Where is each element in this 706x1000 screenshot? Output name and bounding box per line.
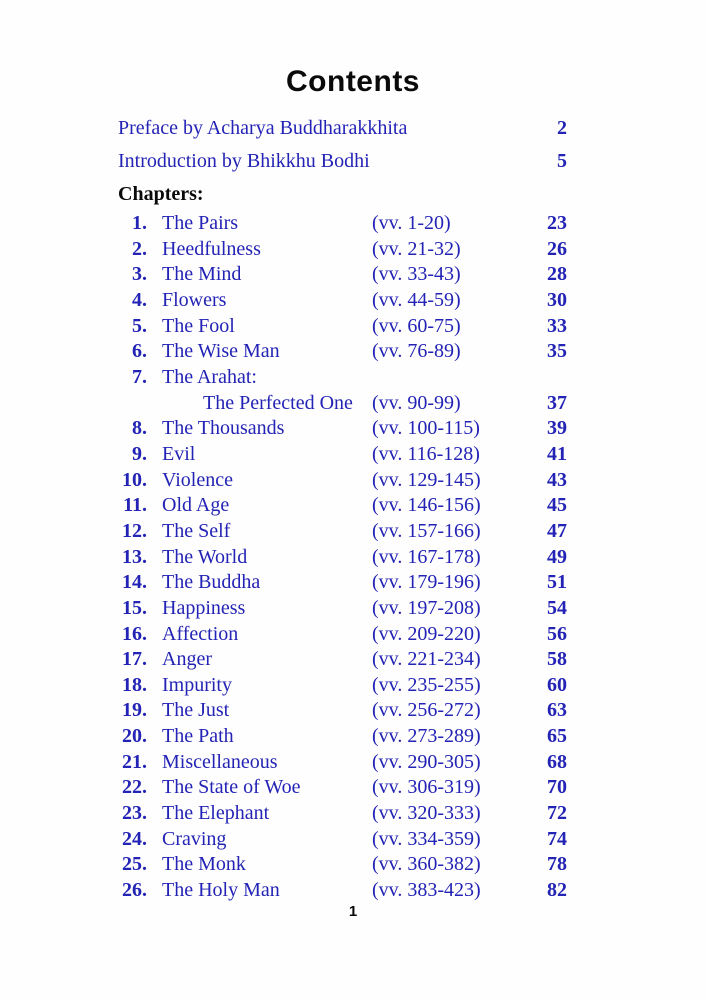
chapter-title: The Elephant (162, 802, 270, 825)
chapter-page-number: 82 (547, 879, 567, 902)
chapter-number: 13. (122, 545, 147, 568)
chapter-page-number: 47 (547, 519, 567, 542)
chapter-number: 16. (122, 622, 147, 645)
chapter-number: 6. (132, 340, 147, 363)
chapter-number: 5. (132, 314, 147, 337)
chapter-title: Evil (162, 442, 196, 465)
chapter-verses: (vv. 235-255) (372, 673, 481, 696)
chapter-verses: (vv. 60-75) (372, 314, 461, 337)
chapter-verses: (vv. 44-59) (372, 288, 461, 311)
chapter-number: 21. (122, 750, 147, 773)
chapter-verses: (vv. 256-272) (372, 699, 481, 722)
chapter-page-number: 54 (547, 596, 567, 619)
chapter-title: The Just (162, 699, 230, 722)
chapter-page-number: 74 (547, 827, 567, 850)
chapter-verses: (vv. 290-305) (372, 750, 481, 773)
chapter-row (109, 545, 567, 571)
chapter-row (109, 262, 567, 288)
chapter-verses: (vv. 116-128) (372, 442, 480, 465)
chapter-number: 24. (122, 827, 147, 850)
chapter-title: The Pairs (162, 212, 239, 234)
chapter-number: 23. (122, 802, 147, 825)
chapter-verses: (vv. 129-145) (372, 468, 481, 491)
chapter-number: 2. (132, 237, 147, 260)
chapter-row (109, 442, 567, 468)
front-matter-label: Introduction by Bhikkhu Bodhi (118, 150, 370, 172)
chapter-page-number: 68 (547, 750, 567, 773)
chapter-number: 12. (122, 519, 147, 542)
front-matter-row (118, 145, 567, 178)
chapter-title: Flowers (162, 288, 227, 311)
chapter-row (109, 878, 567, 904)
chapter-row (109, 698, 567, 724)
chapter-number: 18. (122, 673, 147, 696)
chapter-row (109, 519, 567, 545)
chapter-page-number: 23 (547, 212, 567, 234)
chapter-title: The Holy Man (162, 879, 280, 902)
chapter-row (109, 237, 567, 263)
chapter-number: 17. (122, 648, 147, 671)
chapter-page-number: 49 (547, 545, 567, 568)
chapter-page-number: 58 (547, 648, 567, 671)
subtitle-indent-spacer (109, 391, 203, 417)
chapter-number: 22. (122, 776, 147, 799)
front-matter-label: Preface by Acharya Buddharakkhita (118, 117, 408, 139)
chapter-page-number: 60 (547, 673, 567, 696)
chapter-verses: (vv. 90-99) (372, 391, 461, 414)
chapter-verses: (vv. 100-115) (372, 417, 480, 440)
chapter-page-number: 45 (547, 494, 567, 517)
chapter-number: 20. (122, 725, 147, 748)
chapter-row (109, 647, 567, 673)
chapter-verses (372, 365, 502, 391)
chapter-number: 25. (122, 853, 147, 876)
chapter-title: Old Age (162, 494, 230, 517)
chapter-title: Miscellaneous (162, 750, 278, 773)
chapter-page-number (502, 365, 567, 391)
chapter-title: The World (162, 545, 248, 568)
chapter-row (109, 622, 567, 648)
page-number-footer: 1 (348, 903, 358, 920)
chapter-number: 1. (132, 212, 147, 234)
chapter-page-number: 41 (547, 442, 567, 465)
chapter-page-number: 28 (547, 263, 567, 286)
chapter-page-number: 33 (547, 314, 567, 337)
chapter-title: The Path (162, 725, 234, 748)
chapter-number: 10. (122, 468, 147, 491)
chapter-verses: (vv. 209-220) (372, 622, 481, 645)
chapter-verses: (vv. 221-234) (372, 648, 481, 671)
front-matter (118, 112, 567, 178)
chapter-row (109, 416, 567, 442)
chapter-title: Anger (162, 648, 212, 671)
chapter-row (109, 596, 567, 622)
chapter-verses: (vv. 146-156) (372, 494, 481, 517)
chapter-verses: (vv. 334-359) (372, 827, 481, 850)
chapter-verses: (vv. 320-333) (372, 802, 481, 825)
chapter-verses: (vv. 1-20) (372, 212, 451, 234)
chapter-page-number: 56 (547, 622, 567, 645)
chapter-title: Violence (162, 468, 233, 491)
chapter-row (109, 339, 567, 365)
chapter-number: 19. (122, 699, 147, 722)
chapter-page-number: 37 (547, 391, 567, 414)
chapter-page-number: 26 (547, 237, 567, 260)
chapter-number: 11. (123, 494, 147, 517)
chapter-title: Happiness (162, 596, 246, 619)
chapter-verses: (vv. 33-43) (372, 263, 461, 286)
chapter-number: 15. (122, 596, 147, 619)
chapter-page-number: 43 (547, 468, 567, 491)
chapter-number: 3. (132, 263, 147, 286)
chapter-page-number: 70 (547, 776, 567, 799)
front-matter-page-number: 2 (557, 117, 567, 139)
chapter-page-number: 78 (547, 853, 567, 876)
chapter-page-number: 30 (547, 288, 567, 311)
chapter-subtitle-row (109, 391, 567, 417)
chapter-row (109, 288, 567, 314)
chapter-title: The Monk (162, 853, 246, 876)
chapter-row (109, 801, 567, 827)
chapter-title: Impurity (162, 673, 232, 696)
chapter-title: The Mind (162, 263, 242, 286)
chapter-number: 9. (132, 442, 147, 465)
chapter-verses: (vv. 306-319) (372, 776, 481, 799)
chapter-verses: (vv. 360-382) (372, 853, 481, 876)
chapter-number: 4. (132, 288, 147, 311)
chapter-title: The Self (162, 519, 231, 542)
chapter-page-number: 51 (547, 571, 567, 594)
front-matter-row (118, 112, 567, 145)
chapter-title: Affection (162, 622, 239, 645)
chapter-number: 26. (122, 879, 147, 902)
chapter-number: 8. (132, 417, 147, 440)
page-title: Contents (286, 65, 420, 98)
chapter-verses: (vv. 167-178) (372, 545, 481, 568)
chapter-verses: (vv. 157-166) (372, 519, 481, 542)
chapter-row (109, 493, 567, 519)
chapter-row (109, 852, 567, 878)
chapter-title: Craving (162, 827, 227, 850)
chapter-row (109, 365, 567, 391)
chapter-page-number: 63 (547, 699, 567, 722)
chapter-verses: (vv. 21-32) (372, 237, 461, 260)
chapter-number: 14. (122, 571, 147, 594)
chapter-title: The Buddha (162, 571, 261, 594)
chapter-row (109, 750, 567, 776)
chapter-row (109, 724, 567, 750)
chapters-heading: Chapters: (118, 183, 204, 205)
chapter-title: The Wise Man (162, 340, 280, 363)
chapter-verses: (vv. 273-289) (372, 725, 481, 748)
chapter-row (109, 827, 567, 853)
chapter-verses: (vv. 179-196) (372, 571, 481, 594)
chapter-row (109, 314, 567, 340)
chapter-title: The Fool (162, 314, 235, 337)
chapter-title: Heedfulness (162, 237, 261, 260)
chapter-number: 7. (132, 365, 147, 388)
chapter-row (109, 211, 567, 237)
chapter-page-number: 35 (547, 340, 567, 363)
chapter-verses: (vv. 383-423) (372, 879, 481, 902)
chapter-row (109, 570, 567, 596)
chapter-row (109, 468, 567, 494)
chapter-verses: (vv. 76-89) (372, 340, 461, 363)
front-matter-page-number: 5 (557, 150, 567, 172)
chapter-subtitle: The Perfected One (203, 391, 353, 414)
chapter-page-number: 39 (547, 417, 567, 440)
chapter-title: The State of Woe (162, 776, 301, 799)
chapter-verses: (vv. 197-208) (372, 596, 481, 619)
chapter-list (109, 211, 567, 904)
chapter-title: The Arahat: (162, 365, 257, 388)
chapter-page-number: 65 (547, 725, 567, 748)
chapter-row (109, 775, 567, 801)
chapter-page-number: 72 (547, 802, 567, 825)
chapter-row (109, 673, 567, 699)
chapter-title: The Thousands (162, 417, 285, 440)
